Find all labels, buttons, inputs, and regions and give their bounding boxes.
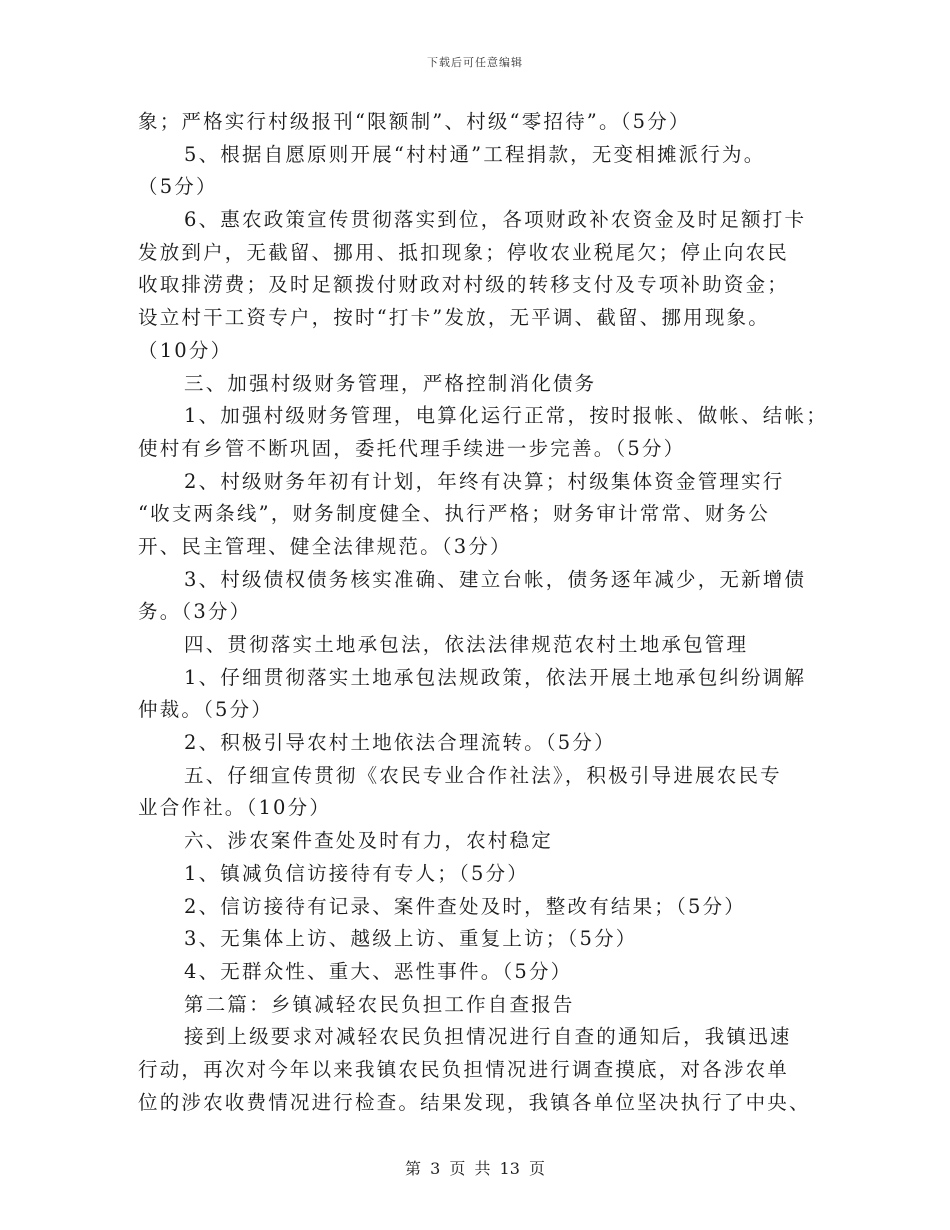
- chapter-heading: 第二篇：乡镇减轻农民负担工作自查报告: [184, 992, 575, 1016]
- body-line: 业合作社。（10分）: [138, 796, 332, 820]
- body-line: 4、无群众性、重大、恶性事件。（5分）: [184, 959, 573, 983]
- body-line: 2、村级财务年初有计划，年终有决算；村级集体资金管理实行: [184, 469, 785, 493]
- body-line: 收取排涝费；及时足额拨付财政对村级的转移支付及专项补助资金；: [138, 273, 790, 297]
- page-header: 下载后可任意编辑: [427, 56, 523, 69]
- body-line: 务。（3分）: [138, 600, 252, 624]
- body-line: （10分）: [138, 338, 233, 362]
- section-heading: 三、加强村级财务管理，严格控制消化债务: [184, 371, 597, 395]
- document-body: [138, 106, 828, 1119]
- section-heading: 五、仔细宣传贯彻《农民专业合作社法》，积极引导进展农民专: [184, 763, 782, 787]
- body-line: 开、民主管理、健全法律规范。（3分）: [138, 534, 512, 558]
- body-line: 使村有乡管不断巩固，委托代理手续进一步完善。（5分）: [138, 436, 686, 460]
- body-line: 接到上级要求对减轻农民负担情况进行自查的通知后，我镇迅速: [184, 1025, 792, 1049]
- body-line: 3、村级债权债务核实准确、建立台帐，债务逐年减少，无新增债: [184, 567, 807, 591]
- body-line: 1、镇减负信访接待有专人；（5分）: [184, 861, 529, 885]
- section-heading: 六、涉农案件查处及时有力，农村稳定: [184, 829, 553, 853]
- body-line: 象；严格实行村级报刊“限额制”、村级“零招待”。（5分）: [138, 110, 691, 133]
- body-line: 行动，再次对今年以来我镇农民负担情况进行调查摸底，对各涉农单: [138, 1057, 790, 1081]
- body-line: 1、仔细贯彻落实土地承包法规政策，依法开展土地承包纠纷调解: [184, 665, 807, 689]
- body-line: 2、积极引导农村土地依法合理流转。（5分）: [184, 731, 616, 755]
- body-line: （5分）: [138, 175, 218, 199]
- section-heading: 四、贯彻落实土地承包法，依法法律规范农村土地承包管理: [184, 633, 749, 656]
- body-line: 6、惠农政策宣传贯彻落实到位，各项财政补农资金及时足额打卡: [184, 208, 807, 232]
- body-line: 5、根据自愿原则开展“村村通”工程捐款，无变相摊派行为。: [184, 142, 766, 166]
- body-line: 发放到户，无截留、挪用、抵扣现象；停收农业税尾欠；停止向农民: [138, 240, 790, 264]
- body-line: 2、信访接待有记录、案件查处及时，整改有结果；（5分）: [184, 894, 746, 918]
- body-line: 仲裁。（5分）: [138, 698, 274, 722]
- page-number-footer: 第 3 页 共 13 页: [405, 1159, 545, 1178]
- body-line: 设立村干工资专户，按时“打卡”发放，无平调、截留、挪用现象。: [138, 306, 770, 330]
- body-line: 位的涉农收费情况进行检查。结果发现，我镇各单位坚决执行了中央、: [138, 1090, 811, 1114]
- body-line: 3、无集体上访、越级上访、重复上访；（5分）: [184, 927, 638, 951]
- body-line: “收支两条线”，财务制度健全、执行严格；财务审计常常、财务公: [138, 502, 770, 526]
- body-line: 1、加强村级财务管理，电算化运行正常，按时报帐、做帐、结帐；: [184, 404, 828, 428]
